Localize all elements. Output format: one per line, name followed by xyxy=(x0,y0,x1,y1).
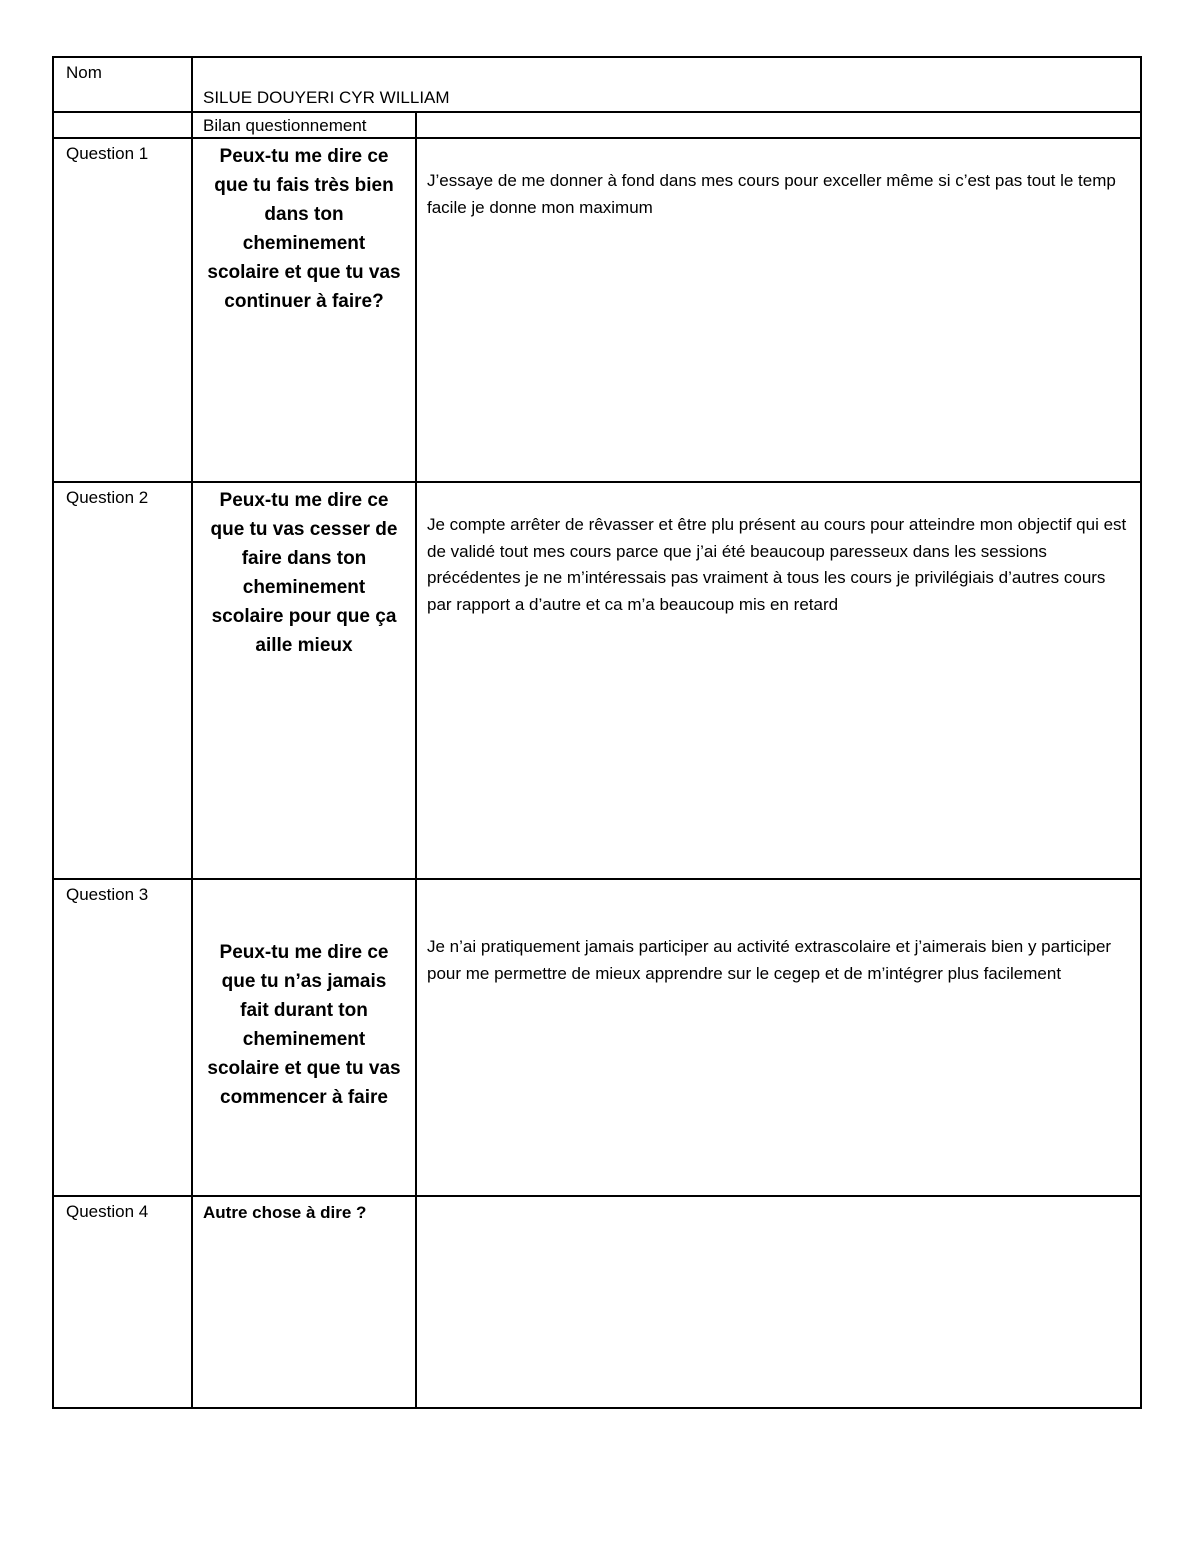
question-label-cell xyxy=(53,482,192,879)
name-label: Nom xyxy=(66,63,102,82)
question-row-1 xyxy=(53,138,1141,482)
answer-text: Je n’ai pratiquement jamais participer au activité extrascolaire et j’aimerais bien y participer pour me permettre de mieux apprendre sur le cegep et de m’intégrer plus facilement xyxy=(427,937,1112,983)
question-label-cell xyxy=(53,879,192,1196)
question-text: Peux-tu me dire ce que tu n’as jamais fait durant ton cheminement scolaire et que tu vas commencer à faire xyxy=(207,942,401,1108)
answer-text: Je compte arrêter de rêvasser et être plu présent au cours pour atteindre mon objectif qui est de validé tout mes cours parce que j’ai été beaucoup paresseux dans les sessions précédentes je ne m’intéressais pas vraiment à tous les cours je privilégiais d’autres cours par rapport a d’autre et ca m’a beaucoup mis en retard xyxy=(427,515,1127,614)
question-label: Question 4 xyxy=(66,1202,149,1221)
question-text: Peux-tu me dire ce que tu fais très bien dans ton cheminement scolaire et que tu vas continuer à faire? xyxy=(207,146,401,312)
subheader-cell xyxy=(192,112,416,138)
question-text-cell xyxy=(192,482,416,879)
subheader-row xyxy=(53,112,1141,138)
answer-cell xyxy=(416,879,1141,1196)
question-label: Question 1 xyxy=(66,144,149,163)
question-row-3 xyxy=(53,879,1141,1196)
question-label: Question 2 xyxy=(66,488,149,507)
question-text-cell xyxy=(192,138,416,482)
answer-text xyxy=(417,1197,1140,1226)
questionnaire-table xyxy=(52,56,1142,1409)
subheader-title: Bilan questionnement xyxy=(203,116,367,135)
question-text-cell xyxy=(192,1196,416,1408)
question-label-cell xyxy=(53,138,192,482)
question-text: Autre chose à dire ? xyxy=(203,1203,367,1222)
question-text-cell xyxy=(192,879,416,1196)
answer-cell xyxy=(416,1196,1141,1408)
subheader-empty-cell xyxy=(53,112,192,138)
name-label-cell xyxy=(53,57,192,112)
answer-text: J’essaye de me donner à fond dans mes cours pour exceller même si c’est pas tout le temp facile je donne mon maximum xyxy=(427,171,1116,217)
question-label-cell xyxy=(53,1196,192,1408)
answer-cell xyxy=(416,138,1141,482)
question-text: Peux-tu me dire ce que tu vas cesser de faire dans ton cheminement scolaire pour que ça aille mieux xyxy=(210,490,398,656)
name-row xyxy=(53,57,1141,112)
student-name: SILUE DOUYERI CYR WILLIAM xyxy=(203,88,450,107)
question-row-2 xyxy=(53,482,1141,879)
question-row-4 xyxy=(53,1196,1141,1408)
question-label: Question 3 xyxy=(66,885,149,904)
answer-cell xyxy=(416,482,1141,879)
name-value-cell xyxy=(192,57,1141,112)
subheader-empty-answer-cell xyxy=(416,112,1141,138)
